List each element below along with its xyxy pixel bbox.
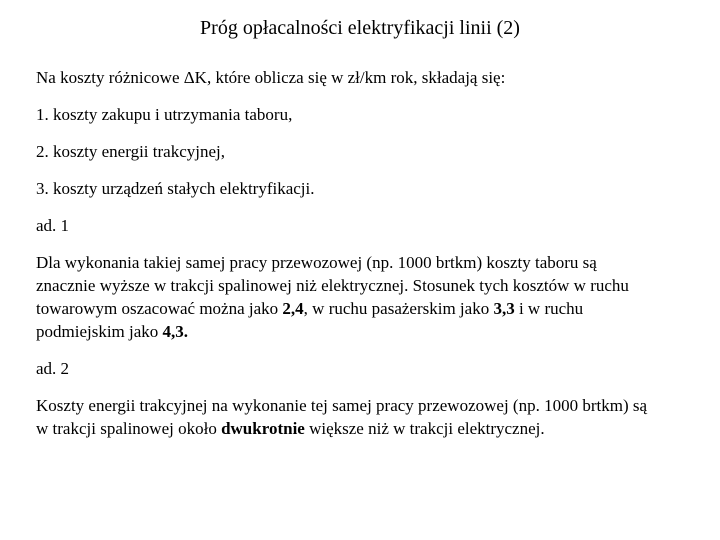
- list-item-2: 2. koszty energii trakcyjnej,: [36, 142, 225, 161]
- list-item-1: 1. koszty zakupu i utrzymania taboru,: [36, 105, 293, 124]
- ad2-text-a: Koszty energii trakcyjnej na wykonanie tej samej pracy przewozowej (np. 1000 brtkm) są w trakcji spalinowej około: [36, 396, 648, 438]
- ad2-emphasis: dwukrotnie: [221, 419, 305, 438]
- ad1-heading: ad. 1: [36, 216, 70, 235]
- slide-title: Próg opłacalności elektryfikacji linii (2): [200, 17, 520, 39]
- ad2-text-b: większe niż w trakcji elektrycznej.: [304, 419, 545, 438]
- ad1-value-suburban: 4,3.: [162, 322, 189, 341]
- ad1-text-b: , w ruchu pasażerskim jako: [303, 299, 494, 318]
- ad2-heading: ad. 2: [36, 359, 70, 378]
- intro-paragraph: Na koszty różnicowe ΔK, które oblicza się w zł/km rok, składają się:: [36, 68, 506, 87]
- slide-body: [36, 66, 656, 454]
- ad1-text-c: i w ruchu podmiejskim jako: [36, 299, 584, 341]
- ad1-value-passenger: 3,3: [493, 299, 515, 318]
- ad1-value-freight: 2,4: [282, 299, 304, 318]
- ad1-paragraph: [36, 251, 656, 343]
- ad1-text-a: Dla wykonania takiej samej pracy przewozowej (np. 1000 brtkm) koszty taboru są znacznie wyższe w trakcji spalinowej niż elektrycznej. Stosunek tych kosztów w ruchu towarowym oszacować można jako: [36, 253, 629, 318]
- ad2-paragraph: [36, 394, 656, 440]
- list-item-3: 3. koszty urządzeń stałych elektryfikacji.: [36, 179, 315, 198]
